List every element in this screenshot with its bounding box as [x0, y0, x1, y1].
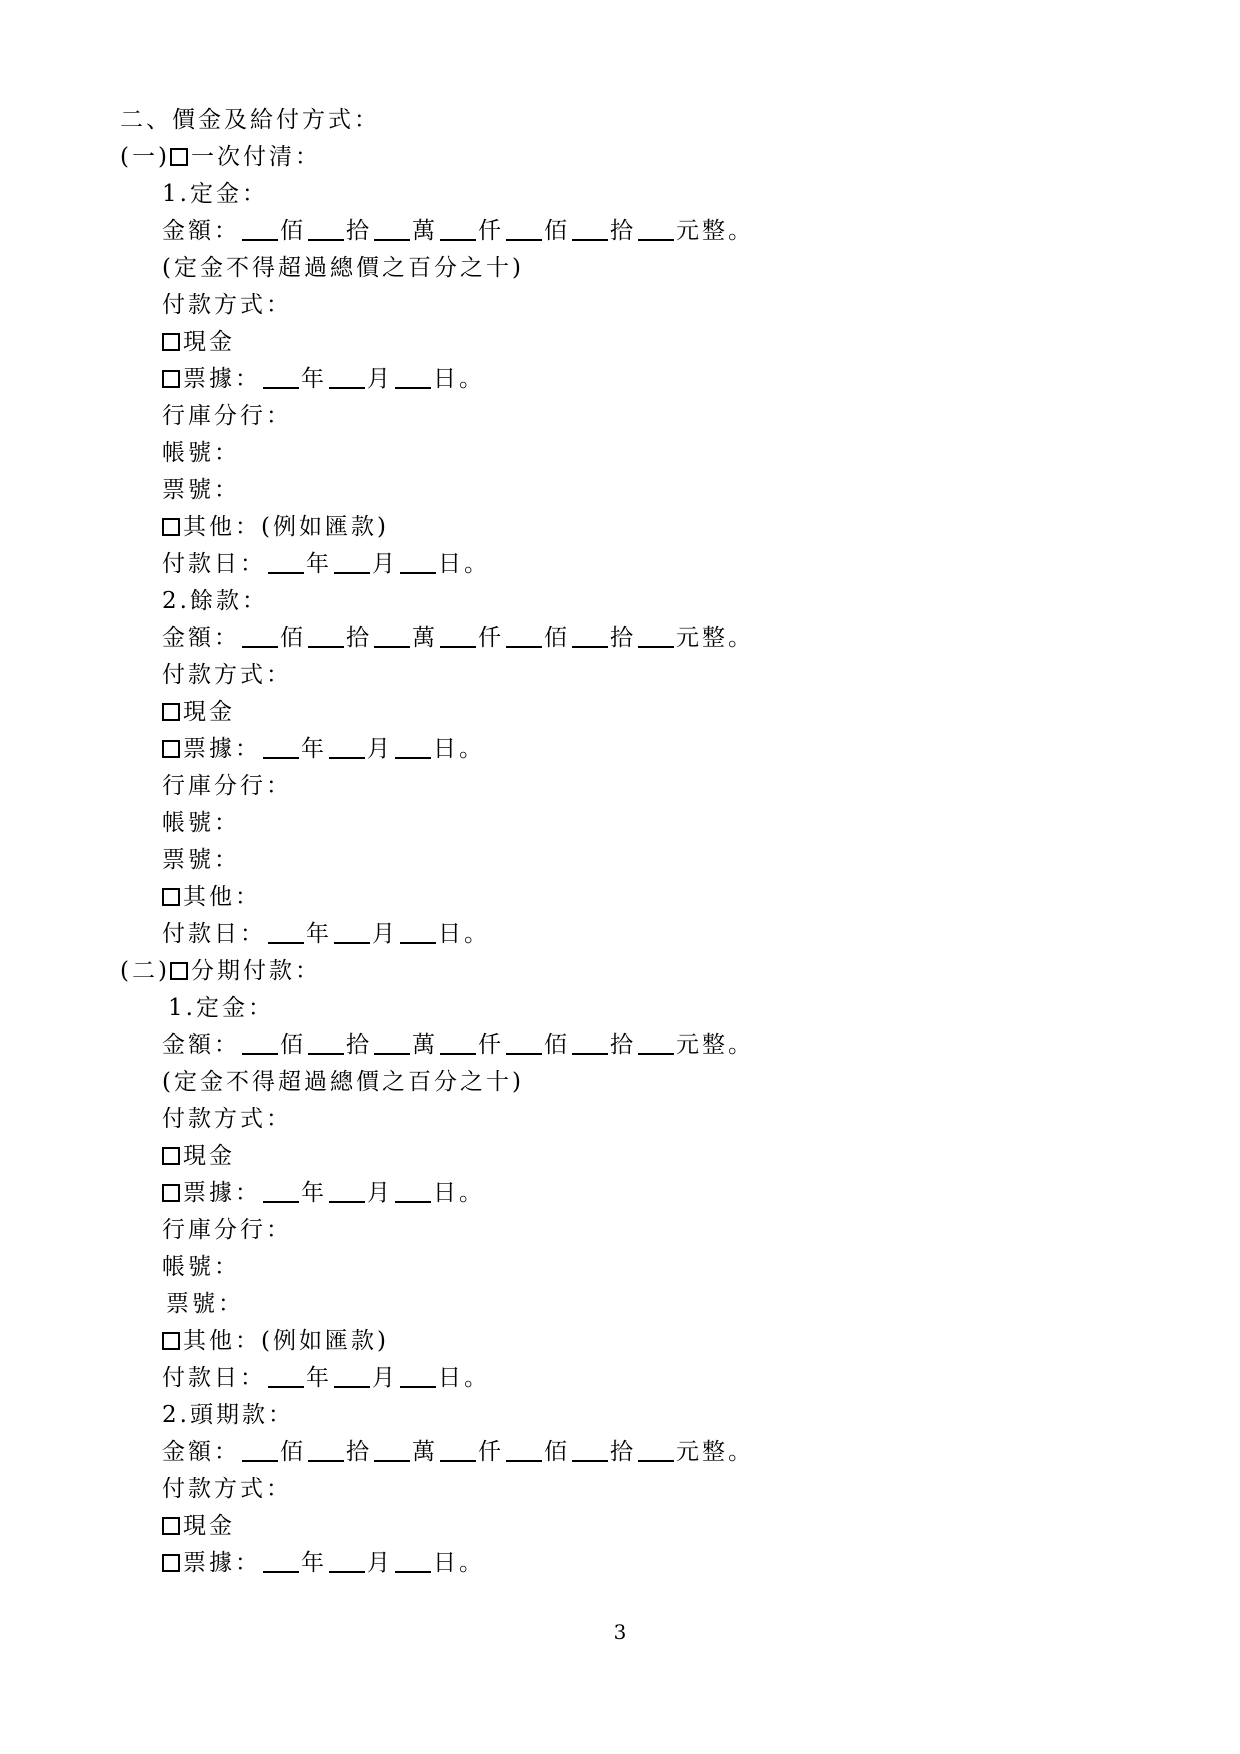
- amount-blank[interactable]: [572, 219, 608, 241]
- p1-deposit-title: 1.定金：: [162, 181, 268, 207]
- p1-balance-other: 其他：: [162, 882, 261, 912]
- p1-deposit-cash: 現金: [162, 327, 235, 357]
- date-blank[interactable]: [329, 1181, 365, 1203]
- date-blank[interactable]: [334, 922, 370, 944]
- p2-deposit-cash: 現金: [162, 1141, 235, 1171]
- p2-deposit-amount: 金額： 佰 拾 萬 仟 佰 拾 元整。: [162, 1032, 754, 1058]
- amount-blank[interactable]: [506, 219, 542, 241]
- amount-blank[interactable]: [572, 1440, 608, 1462]
- check-checkbox[interactable]: [162, 740, 180, 758]
- date-blank[interactable]: [329, 737, 365, 759]
- part1-heading: (一) 一次付清：: [120, 144, 321, 170]
- p2-first-check: 票據： 年 月 日。: [162, 1548, 485, 1578]
- other-checkbox[interactable]: [162, 518, 180, 536]
- p1-balance-checkno: 票號：: [162, 847, 240, 873]
- p2-first-amount: 金額： 佰 拾 萬 仟 佰 拾 元整。: [162, 1439, 754, 1465]
- check-checkbox[interactable]: [162, 1554, 180, 1572]
- date-blank[interactable]: [400, 1366, 436, 1388]
- amount-blank[interactable]: [242, 626, 278, 648]
- amount-blank[interactable]: [242, 1033, 278, 1055]
- p2-deposit-title: 1.定金：: [168, 995, 274, 1021]
- amount-blank[interactable]: [638, 626, 674, 648]
- p2-deposit-account: 帳號：: [162, 1254, 240, 1280]
- p1-deposit-other: 其他：(例如匯款): [162, 512, 389, 542]
- date-blank[interactable]: [334, 1366, 370, 1388]
- amount-blank[interactable]: [506, 626, 542, 648]
- cash-checkbox[interactable]: [162, 1517, 180, 1535]
- amount-blank[interactable]: [374, 1033, 410, 1055]
- p2-first-cash: 現金: [162, 1511, 235, 1541]
- amount-blank[interactable]: [374, 1440, 410, 1462]
- date-blank[interactable]: [268, 552, 304, 574]
- date-blank[interactable]: [400, 552, 436, 574]
- amount-blank[interactable]: [242, 1440, 278, 1462]
- other-checkbox[interactable]: [162, 888, 180, 906]
- part2-checkbox[interactable]: [170, 962, 188, 980]
- p1-deposit-amount: 金額： 佰 拾 萬 仟 佰 拾 元整。: [162, 218, 754, 244]
- check-checkbox[interactable]: [162, 370, 180, 388]
- amount-blank[interactable]: [308, 1033, 344, 1055]
- part1-checkbox[interactable]: [170, 148, 188, 166]
- date-blank[interactable]: [263, 1551, 299, 1573]
- p1-balance-title: 2.餘款：: [162, 588, 268, 614]
- date-blank[interactable]: [263, 737, 299, 759]
- amount-blank[interactable]: [374, 626, 410, 648]
- date-blank[interactable]: [395, 1181, 431, 1203]
- date-blank[interactable]: [395, 737, 431, 759]
- amount-blank[interactable]: [506, 1033, 542, 1055]
- amount-blank[interactable]: [308, 1440, 344, 1462]
- p1-deposit-checkno: 票號：: [162, 477, 240, 503]
- p1-balance-check: 票據： 年 月 日。: [162, 734, 485, 764]
- p2-deposit-other: 其他：(例如匯款): [162, 1326, 389, 1356]
- p1-deposit-account: 帳號：: [162, 440, 240, 466]
- cash-checkbox[interactable]: [162, 703, 180, 721]
- p1-deposit-bank: 行庫分行：: [162, 403, 292, 429]
- amount-blank[interactable]: [638, 1033, 674, 1055]
- date-blank[interactable]: [395, 1551, 431, 1573]
- amount-blank[interactable]: [638, 1440, 674, 1462]
- amount-blank[interactable]: [440, 1440, 476, 1462]
- p1-balance-account: 帳號：: [162, 810, 240, 836]
- date-blank[interactable]: [268, 1366, 304, 1388]
- date-blank[interactable]: [395, 367, 431, 389]
- date-blank[interactable]: [263, 1181, 299, 1203]
- amount-blank[interactable]: [242, 219, 278, 241]
- p1-balance-method: 付款方式：: [162, 662, 292, 688]
- section-title: 二、價金及給付方式：: [120, 107, 380, 133]
- p2-first-method: 付款方式：: [162, 1476, 292, 1502]
- part2-heading: (二) 分期付款：: [120, 958, 321, 984]
- amount-blank[interactable]: [308, 219, 344, 241]
- amount-blank[interactable]: [638, 219, 674, 241]
- p2-deposit-checkno: 票號：: [166, 1291, 244, 1317]
- p1-balance-bank: 行庫分行：: [162, 773, 292, 799]
- date-blank[interactable]: [329, 367, 365, 389]
- amount-blank[interactable]: [440, 1033, 476, 1055]
- amount-blank[interactable]: [440, 626, 476, 648]
- other-checkbox[interactable]: [162, 1332, 180, 1350]
- p1-deposit-method: 付款方式：: [162, 292, 292, 318]
- date-blank[interactable]: [263, 367, 299, 389]
- date-blank[interactable]: [334, 552, 370, 574]
- amount-blank[interactable]: [440, 219, 476, 241]
- amount-blank[interactable]: [506, 1440, 542, 1462]
- p2-deposit-method: 付款方式：: [162, 1106, 292, 1132]
- date-blank[interactable]: [268, 922, 304, 944]
- p2-deposit-paydate: 付款日： 年 月 日。: [162, 1365, 490, 1391]
- amount-blank[interactable]: [374, 219, 410, 241]
- cash-checkbox[interactable]: [162, 1147, 180, 1165]
- page-number: 3: [613, 1620, 627, 1644]
- p2-deposit-note: (定金不得超過總價之百分之十): [162, 1069, 524, 1095]
- p1-balance-cash: 現金: [162, 697, 235, 727]
- amount-blank[interactable]: [308, 626, 344, 648]
- cash-checkbox[interactable]: [162, 333, 180, 351]
- date-blank[interactable]: [400, 922, 436, 944]
- p1-deposit-note: (定金不得超過總價之百分之十): [162, 255, 524, 281]
- p1-balance-amount: 金額： 佰 拾 萬 仟 佰 拾 元整。: [162, 625, 754, 651]
- p1-balance-paydate: 付款日： 年 月 日。: [162, 921, 490, 947]
- check-checkbox[interactable]: [162, 1184, 180, 1202]
- p1-deposit-check: 票據： 年 月 日。: [162, 364, 485, 394]
- date-blank[interactable]: [329, 1551, 365, 1573]
- p2-deposit-check: 票據： 年 月 日。: [162, 1178, 485, 1208]
- amount-blank[interactable]: [572, 1033, 608, 1055]
- amount-blank[interactable]: [572, 626, 608, 648]
- p1-deposit-paydate: 付款日： 年 月 日。: [162, 551, 490, 577]
- p2-deposit-bank: 行庫分行：: [162, 1217, 292, 1243]
- p2-first-title: 2.頭期款：: [162, 1402, 294, 1428]
